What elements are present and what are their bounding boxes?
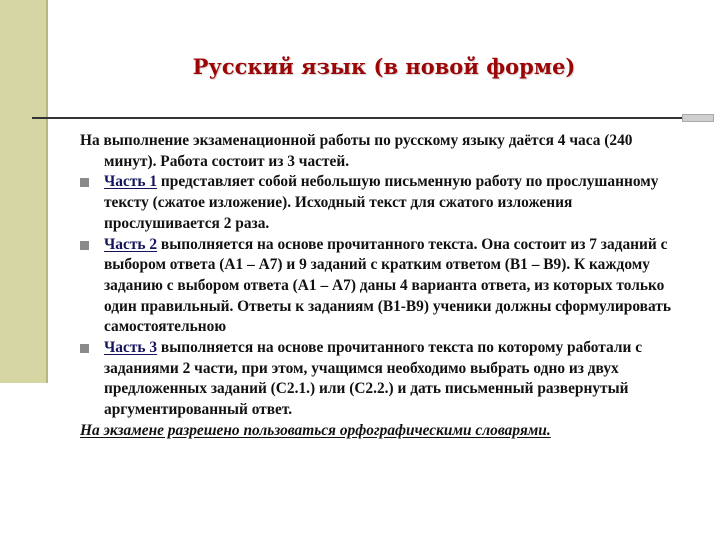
closing-note: На экзамене разрешено пользоваться орфографическими словарями. <box>80 421 551 439</box>
part-2-item <box>80 235 680 339</box>
part-3-item <box>80 338 680 421</box>
part-1-link[interactable]: Часть 1 <box>104 173 158 191</box>
accent-bar-top <box>0 0 46 118</box>
part-2-text: выполняется на основе прочитанного текста. Она состоит из 7 заданий с выбором ответа (А1 – А7) и 9 заданий с кратким ответом (В1 – В9). К каждому заданию с выбором ответа (А1 – А7) даны 4 варианта ответа, из которых только один правильный. Ответы к заданиям (В1-В9) ученики должны сформулировать самостоятельною <box>104 235 671 336</box>
slide-title: Русский язык (в новой форме) <box>192 54 576 79</box>
part-2-link[interactable]: Часть 2 <box>104 235 158 253</box>
intro-paragraph: На выполнение экзаменационной работы по русскому языку даётся 4 часа (240 минут). Работа состоит из 3 частей. <box>80 132 633 170</box>
part-3-text: выполняется на основе прочитанного текста по которому работали с заданиями 2 части, при этом, учащимся необходимо выбрать одно из двух предложенных заданий (С2.1.) или (С2.2.) и дать письменный развернутый аргументированный ответ. <box>104 339 643 419</box>
part-1-item <box>80 172 680 234</box>
square-bullet-icon <box>80 344 89 353</box>
part-1-text: представляет собой небольшую письменную работу по прослушанному тексту (сжатое изложение). Исходный текст для сжатого изложения прослушивается 2 раза. <box>104 173 659 232</box>
square-bullet-icon <box>80 178 89 187</box>
accent-bar-bottom <box>0 118 46 383</box>
part-3-link[interactable]: Часть 3 <box>104 339 158 357</box>
title-divider <box>32 117 682 119</box>
square-bullet-icon <box>80 241 89 250</box>
slide-body <box>80 131 680 442</box>
divider-tab <box>682 114 714 122</box>
